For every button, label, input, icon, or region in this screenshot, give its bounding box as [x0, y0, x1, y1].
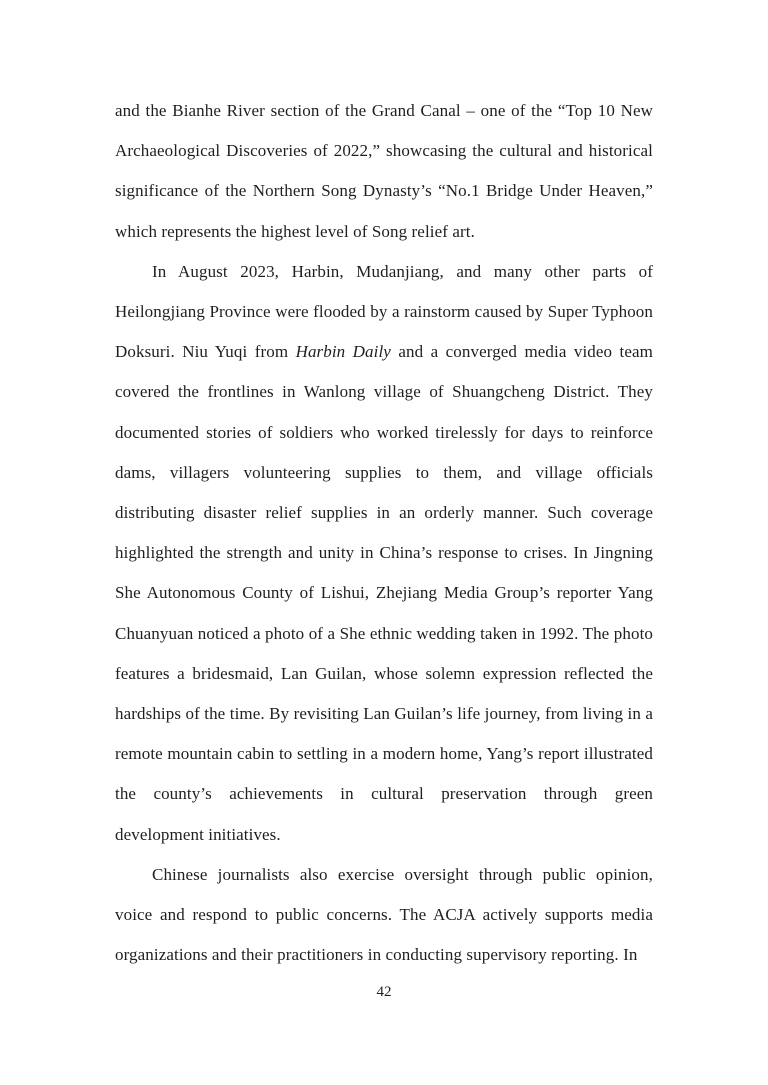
paragraph-3-text: Chinese journalists also exercise oversight through public opinion, voice and respond to public concerns. The ACJA actively supports media organizations and their practitioners in conducting supervisory reporting. In: [115, 864, 653, 965]
paragraph-1: [115, 91, 653, 252]
page-footer: [115, 983, 653, 1001]
paragraph-1-text: and the Bianhe River section of the Grand Canal – one of the “Top 10 New Archaeological Discoveries of 2022,” showcasing the cultural and historical significance of the Northern Song Dynasty’s “No.1 Bridge Under Heaven,” which represents the highest level of Song relief art.: [115, 101, 653, 241]
paragraph-2: [115, 252, 653, 855]
publication-name-italic: Harbin Daily: [295, 342, 391, 362]
page-number: 42: [376, 984, 392, 1000]
paragraph-2-text-lead: In August 2023, Harbin, Mudanjiang, and many other parts of Heilongjiang Province were flooded by a rainstorm caused by Super Typhoon Doksuri. Niu Yuqi from: [115, 261, 653, 362]
paragraph-3: [115, 855, 653, 976]
paragraph-2-text-rest: and a converged media video team covered the frontlines in Wanlong village of Shuangcheng District. They documented stories of soldiers who worked tirelessly for days to reinforce dams, villagers volunteering supplies to them, and village officials distributing disaster relief supplies in an orderly manner. Such coverage highlighted the strength and unity in China’s response to crises. In Jingning She Autonomous County of Lishui, Zhejiang Media Group’s reporter Yang Chuanyuan noticed a photo of a She ethnic wedding taken in 1992. The photo features a bridesmaid, Lan Guilan, whose solemn expression reflected the hardships of the time. By revisiting Lan Guilan’s life journey, from living in a remote mountain cabin to settling in a modern home, Yang’s report illustrated the county’s achievements in cultural preservation through green development initiatives.: [115, 342, 653, 844]
page-body: [115, 91, 653, 975]
